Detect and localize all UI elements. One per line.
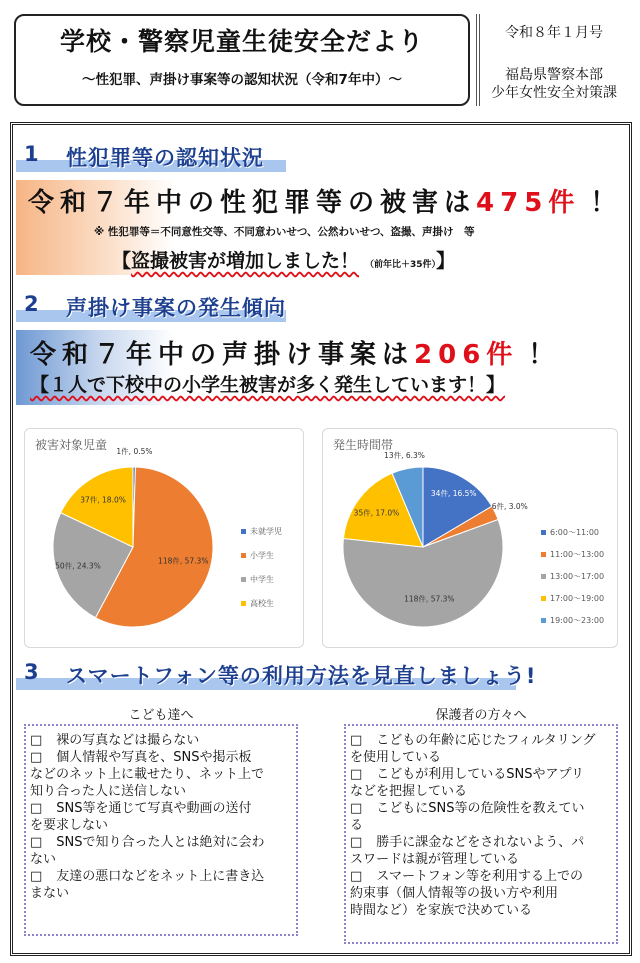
checkbox-icon[interactable]: □ [350, 801, 363, 816]
legend-label: 13:00～17:00 [550, 572, 605, 581]
publisher [476, 66, 632, 102]
children-item-5-line-1: □ 友達の悪口などをネット上に書き込 [30, 869, 265, 884]
legend-swatch [541, 530, 546, 535]
time-chart-card [322, 428, 618, 648]
chart-title: 発生時間帯 [333, 438, 394, 452]
section-1-headline [28, 182, 628, 219]
checkbox-icon[interactable]: □ [350, 869, 363, 884]
children-checklist [24, 724, 298, 936]
section-number: 2 [24, 292, 39, 316]
callout-change: （前年比＋35件） [365, 260, 437, 270]
section-2-callout [30, 370, 630, 397]
data-label: 50件, 24.3% [55, 561, 101, 571]
bracket-open: 【 [112, 250, 132, 272]
legend-swatch [241, 601, 246, 606]
callout-text: 【１人で下校中の小学生被害が多く発生しています！】 [30, 374, 506, 396]
legend-label: 6:00～11:00 [550, 528, 600, 537]
publisher-line-1: 福島県警察本部 [505, 67, 603, 83]
section-number: 3 [24, 660, 39, 684]
section-number: 1 [24, 142, 39, 166]
section-title: 声掛け事案の発生傾向 [66, 296, 286, 320]
legend-swatch [541, 574, 546, 579]
children-item-4-line-1: □ SNSで知り合った人とは絶対に会わ [30, 835, 265, 850]
legend-swatch [241, 577, 246, 582]
legend-label: 17:00～19:00 [550, 594, 605, 603]
children-item-2-line-3: 知り合った人に送信しない [30, 784, 187, 799]
data-label: 37件, 18.0% [80, 495, 126, 505]
guardian-item-5-line-1: □ スマートフォン等を利用する上での [350, 869, 583, 884]
children-item-3-line-2: を要求しない [30, 818, 109, 833]
newsletter-title: 学校・警察児童生徒安全だより [59, 27, 424, 56]
issue-date: 令和８年１月号 [505, 25, 603, 41]
legend-swatch [541, 552, 546, 557]
guardian-item-4-line-2: スワードは親が管理している [350, 852, 520, 867]
section-title: スマートフォン等の利用方法を見直しましょう! [66, 664, 537, 688]
guardian-item-3-line-1: □ こどもにSNS等の危険性を教えてい [350, 801, 585, 816]
legend-swatch [241, 529, 246, 534]
legend-swatch [541, 618, 546, 623]
checkbox-icon[interactable]: □ [30, 835, 43, 850]
checkbox-icon[interactable]: □ [30, 869, 43, 884]
guardian-item-4-line-1: □ 勝手に課金などをされないよう、パ [350, 835, 585, 850]
checkbox-icon[interactable]: □ [30, 733, 43, 748]
checkbox-icon[interactable]: □ [350, 835, 363, 850]
legend-label: 未就学児 [250, 527, 282, 536]
checkbox-icon[interactable]: □ [30, 801, 43, 816]
callout-text: 盗撮被害が増加しました！ [131, 250, 360, 272]
legend-label: 19:00～23:00 [550, 616, 605, 625]
time-of-day-pie-chart [323, 429, 619, 649]
legend-label: 高校生 [250, 599, 274, 608]
data-label: 34件, 16.5% [430, 489, 477, 499]
guardian-item-2-line-1: □ こどもが利用しているSNSやアプリ [350, 767, 585, 782]
legend-swatch [541, 596, 546, 601]
guardian-item-1-line-1: □ こどもの年齢に応じたフィルタリング [350, 733, 596, 748]
newsletter-subtitle: ～性犯罪、声掛け事案等の認知状況（令和7年中）～ [82, 72, 402, 88]
checkbox-icon[interactable]: □ [350, 733, 363, 748]
chart-title: 被害対象児童 [35, 438, 108, 452]
checkbox-icon[interactable]: □ [350, 767, 363, 782]
children-heading: こども達へ [128, 708, 194, 723]
guardian-item-1-line-2: を使用している [350, 750, 442, 765]
data-label: 118件, 57.3% [404, 594, 455, 604]
section-3-heading [16, 660, 626, 690]
legend-label: 小学生 [250, 551, 274, 560]
data-label: 13件, 6.3% [384, 450, 425, 460]
victim-target-pie-chart [25, 429, 305, 649]
headline-prefix: 令和７年中の性犯罪等の被害は [28, 188, 477, 218]
section-2-heading [16, 292, 626, 322]
guardian-item-3-line-2: る [350, 818, 364, 833]
children-item-4-line-2: ない [30, 852, 57, 867]
legend-label: 中学生 [250, 575, 274, 584]
voyeurism-callout [112, 246, 632, 273]
incident-count: 206件 [414, 340, 519, 370]
section-1-heading [16, 142, 626, 172]
definition-note: ※ 性犯罪等＝不同意性交等、不同意わいせつ、公然わいせつ、盗撮、声掛け 等 [94, 226, 475, 238]
victim-chart-card [24, 428, 304, 648]
children-item-2-line-1: □ 個人情報や写真を、SNSや掲示板 [30, 750, 252, 765]
data-label: 118件, 57.3% [158, 556, 209, 566]
guardian-item-5-line-2: 約束事（個人情報等の扱い方や利用 [350, 886, 559, 901]
children-item-3-line-1: □ SNS等を通じて写真や動画の送付 [30, 801, 252, 816]
data-label: 1件, 0.5% [116, 447, 153, 457]
section-2-headline [30, 334, 630, 371]
section-title: 性犯罪等の認知状況 [66, 146, 264, 170]
children-item-2-line-2: などのネット上に載せたり、ネット上で [30, 767, 265, 782]
data-label: 35件, 17.0% [353, 508, 400, 518]
legend-swatch [241, 553, 246, 558]
offense-count: 475件 [476, 188, 581, 218]
headline-suffix: ！ [590, 188, 623, 218]
children-item-5-line-2: まない [30, 886, 70, 901]
checkbox-icon[interactable]: □ [30, 750, 43, 765]
data-label: 6件, 3.0% [491, 501, 528, 511]
headline-prefix: 令和７年中の声掛け事案は [30, 340, 415, 370]
bracket-close: 】 [436, 250, 456, 272]
headline-suffix: ！ [528, 340, 561, 370]
guardians-checklist [344, 724, 618, 944]
publisher-line-2: 少年女性安全対策課 [491, 85, 617, 101]
guardian-item-5-line-3: 時間など）を家族で決めている [350, 903, 533, 918]
guardians-heading: 保護者の方々へ [435, 708, 527, 723]
legend-label: 11:00～13:00 [550, 550, 605, 559]
guardian-item-2-line-2: などを把握している [350, 784, 468, 799]
children-item-1-line-1: □ 裸の写真などは撮らない [30, 733, 200, 748]
